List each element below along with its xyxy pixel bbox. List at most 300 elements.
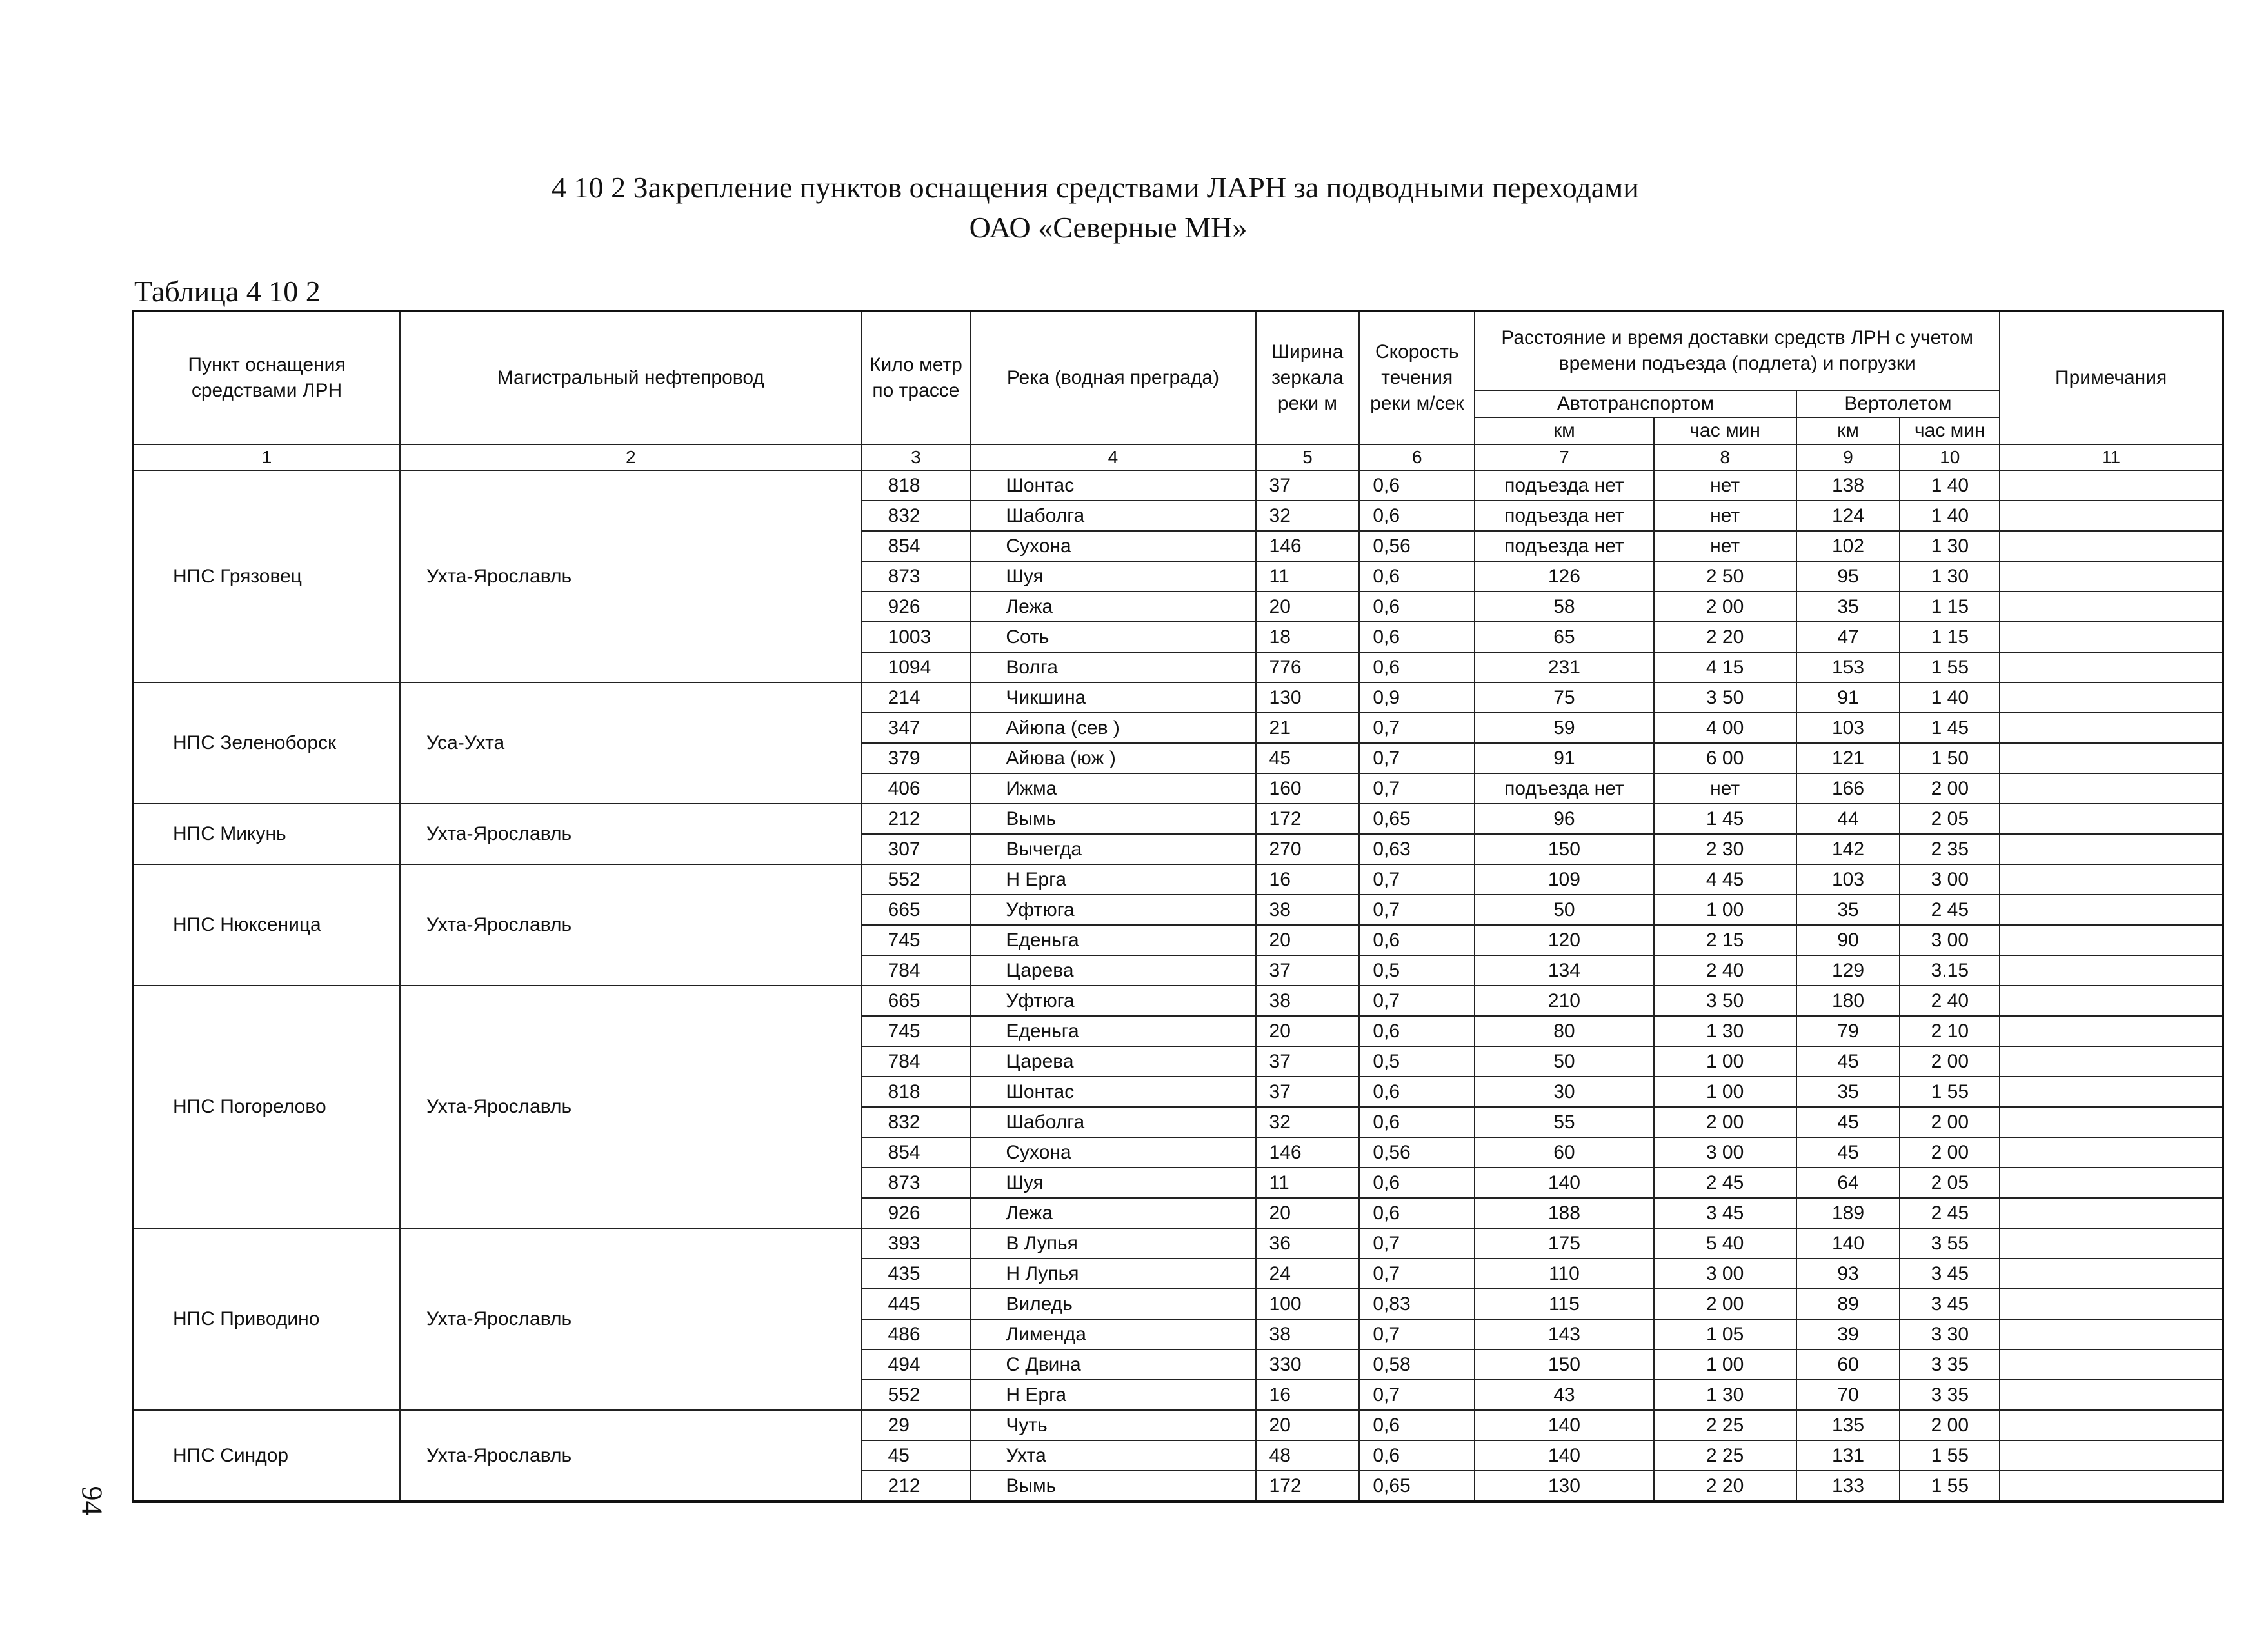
cell-speed: 0,9 — [1359, 682, 1475, 713]
cell-heli-time: 2 00 — [1900, 1107, 2000, 1137]
cell-speed: 0,6 — [1359, 1016, 1475, 1046]
column-number: 5 — [1256, 444, 1360, 470]
cell-km: 29 — [862, 1410, 971, 1440]
cell-width: 18 — [1256, 622, 1360, 652]
cell-speed: 0,65 — [1359, 804, 1475, 834]
pipeline-name: Ухта-Ярославль — [400, 1228, 862, 1410]
cell-km: 379 — [862, 743, 971, 773]
cell-heli-time: 2 45 — [1900, 1198, 2000, 1228]
cell-heli-km: 39 — [1796, 1319, 1900, 1349]
cell-auto-time: 3 00 — [1654, 1259, 1796, 1289]
cell-auto-time: 2 00 — [1654, 1289, 1796, 1319]
cell-heli-time: 3 45 — [1900, 1289, 2000, 1319]
cell-auto-time: нет — [1654, 470, 1796, 501]
cell-auto-time: 2 50 — [1654, 561, 1796, 592]
cell-heli-km: 47 — [1796, 622, 1900, 652]
cell-auto-km: 150 — [1475, 834, 1653, 864]
cell-heli-km: 142 — [1796, 834, 1900, 864]
column-number: 7 — [1475, 444, 1653, 470]
cell-notes — [2000, 561, 2223, 592]
cell-km: 854 — [862, 1137, 971, 1168]
cell-width: 38 — [1256, 986, 1360, 1016]
cell-auto-time: нет — [1654, 501, 1796, 531]
cell-notes — [2000, 986, 2223, 1016]
cell-width: 32 — [1256, 501, 1360, 531]
cell-auto-km: 126 — [1475, 561, 1653, 592]
header-pipeline: Магистральный нефтепровод — [400, 311, 862, 444]
cell-heli-km: 102 — [1796, 531, 1900, 561]
cell-notes — [2000, 1137, 2223, 1168]
cell-km: 347 — [862, 713, 971, 743]
cell-heli-time: 1 55 — [1900, 652, 2000, 682]
cell-river: Волга — [970, 652, 1255, 682]
station-name: НПС Синдор — [133, 1410, 400, 1502]
document-subtitle: ОАО «Северные МН» — [969, 211, 1248, 244]
cell-river: Вычегда — [970, 834, 1255, 864]
cell-heli-km: 35 — [1796, 1077, 1900, 1107]
cell-heli-km: 35 — [1796, 592, 1900, 622]
cell-auto-time: 2 30 — [1654, 834, 1796, 864]
cell-speed: 0,7 — [1359, 1380, 1475, 1410]
cell-notes — [2000, 1046, 2223, 1077]
cell-auto-km: 115 — [1475, 1289, 1653, 1319]
table-row — [133, 682, 2223, 713]
cell-speed: 0,6 — [1359, 652, 1475, 682]
header-auto-km: км — [1475, 417, 1653, 444]
cell-heli-time: 1 55 — [1900, 1471, 2000, 1502]
cell-river: Лежа — [970, 592, 1255, 622]
cell-auto-km: 43 — [1475, 1380, 1653, 1410]
cell-auto-km: 130 — [1475, 1471, 1653, 1502]
cell-notes — [2000, 1349, 2223, 1380]
cell-river: Айюва (юж ) — [970, 743, 1255, 773]
cell-notes — [2000, 743, 2223, 773]
cell-heli-time: 1 30 — [1900, 561, 2000, 592]
cell-notes — [2000, 1289, 2223, 1319]
cell-speed: 0,7 — [1359, 773, 1475, 804]
cell-width: 20 — [1256, 592, 1360, 622]
table-row — [133, 1228, 2223, 1259]
cell-auto-km: 60 — [1475, 1137, 1653, 1168]
cell-heli-km: 44 — [1796, 804, 1900, 834]
cell-auto-km: 188 — [1475, 1198, 1653, 1228]
cell-auto-km: 140 — [1475, 1168, 1653, 1198]
cell-heli-time: 2 00 — [1900, 1046, 2000, 1077]
cell-notes — [2000, 1259, 2223, 1289]
cell-width: 37 — [1256, 955, 1360, 986]
header-notes: Примечания — [2000, 311, 2223, 444]
cell-speed: 0,6 — [1359, 470, 1475, 501]
cell-heli-km: 93 — [1796, 1259, 1900, 1289]
cell-auto-time: 1 00 — [1654, 1349, 1796, 1380]
cell-notes — [2000, 713, 2223, 743]
column-number: 3 — [862, 444, 971, 470]
cell-heli-km: 138 — [1796, 470, 1900, 501]
cell-speed: 0,7 — [1359, 743, 1475, 773]
cell-auto-km: 175 — [1475, 1228, 1653, 1259]
cell-notes — [2000, 1198, 2223, 1228]
cell-auto-time: 4 45 — [1654, 864, 1796, 895]
header-heli-time: час мин — [1900, 417, 2000, 444]
cell-km: 393 — [862, 1228, 971, 1259]
cell-heli-km: 153 — [1796, 652, 1900, 682]
cell-width: 37 — [1256, 1077, 1360, 1107]
cell-speed: 0,7 — [1359, 1319, 1475, 1349]
cell-auto-km: 140 — [1475, 1410, 1653, 1440]
cell-river: Еденьга — [970, 1016, 1255, 1046]
cell-auto-time: 1 00 — [1654, 1077, 1796, 1107]
cell-speed: 0,6 — [1359, 561, 1475, 592]
column-number: 10 — [1900, 444, 2000, 470]
cell-auto-km: 109 — [1475, 864, 1653, 895]
cell-river: Уфтюга — [970, 986, 1255, 1016]
river-crossings-table — [132, 310, 2224, 1503]
cell-river: Царева — [970, 955, 1255, 986]
cell-km: 784 — [862, 1046, 971, 1077]
cell-river: В Лупья — [970, 1228, 1255, 1259]
header-heli-km: км — [1796, 417, 1900, 444]
column-number: 2 — [400, 444, 862, 470]
cell-heli-km: 60 — [1796, 1349, 1900, 1380]
cell-auto-time: 2 45 — [1654, 1168, 1796, 1198]
cell-notes — [2000, 1107, 2223, 1137]
cell-heli-time: 1 55 — [1900, 1440, 2000, 1471]
cell-heli-km: 91 — [1796, 682, 1900, 713]
cell-speed: 0,7 — [1359, 864, 1475, 895]
cell-width: 20 — [1256, 1198, 1360, 1228]
cell-notes — [2000, 531, 2223, 561]
cell-heli-km: 103 — [1796, 713, 1900, 743]
cell-auto-time: 1 45 — [1654, 804, 1796, 834]
cell-heli-time: 2 45 — [1900, 895, 2000, 925]
cell-notes — [2000, 1228, 2223, 1259]
cell-auto-time: 3 00 — [1654, 1137, 1796, 1168]
cell-km: 486 — [862, 1319, 971, 1349]
table-row — [133, 1410, 2223, 1440]
document-title: 4 10 2 Закрепление пунктов оснащения средствами ЛАРН за подводными переходами — [552, 171, 1639, 204]
cell-km: 926 — [862, 592, 971, 622]
cell-river: Шаболга — [970, 1107, 1255, 1137]
cell-river: Еденьга — [970, 925, 1255, 955]
cell-heli-time: 3.15 — [1900, 955, 2000, 986]
cell-heli-time: 2 00 — [1900, 773, 2000, 804]
cell-speed: 0,6 — [1359, 592, 1475, 622]
cell-notes — [2000, 1471, 2223, 1502]
cell-heli-km: 90 — [1796, 925, 1900, 955]
header-distance: Расстояние и время доставки средств ЛРН с учетом времени подъезда (подлета) и погрузки — [1475, 311, 2000, 390]
cell-heli-time: 1 15 — [1900, 622, 2000, 652]
cell-notes — [2000, 1168, 2223, 1198]
cell-auto-km: подъезда нет — [1475, 773, 1653, 804]
column-number: 9 — [1796, 444, 1900, 470]
cell-speed: 0,6 — [1359, 1198, 1475, 1228]
cell-auto-time: 2 00 — [1654, 1107, 1796, 1137]
cell-notes — [2000, 804, 2223, 834]
cell-km: 445 — [862, 1289, 971, 1319]
cell-heli-time: 3 35 — [1900, 1380, 2000, 1410]
cell-notes — [2000, 925, 2223, 955]
cell-heli-time: 3 55 — [1900, 1228, 2000, 1259]
cell-river: Н Ерга — [970, 864, 1255, 895]
cell-heli-km: 45 — [1796, 1046, 1900, 1077]
cell-notes — [2000, 622, 2223, 652]
column-number: 6 — [1359, 444, 1475, 470]
cell-width: 776 — [1256, 652, 1360, 682]
cell-speed: 0,7 — [1359, 1228, 1475, 1259]
cell-heli-time: 1 15 — [1900, 592, 2000, 622]
cell-auto-km: 110 — [1475, 1259, 1653, 1289]
station-name: НПС Зеленоборск — [133, 682, 400, 804]
column-number: 11 — [2000, 444, 2223, 470]
cell-notes — [2000, 773, 2223, 804]
cell-notes — [2000, 1319, 2223, 1349]
cell-notes — [2000, 652, 2223, 682]
cell-speed: 0,6 — [1359, 925, 1475, 955]
cell-heli-time: 2 35 — [1900, 834, 2000, 864]
cell-auto-time: 1 30 — [1654, 1016, 1796, 1046]
header-river: Река (водная преграда) — [970, 311, 1255, 444]
cell-width: 37 — [1256, 470, 1360, 501]
cell-auto-time: 1 05 — [1654, 1319, 1796, 1349]
cell-km: 552 — [862, 864, 971, 895]
header-auto-time: час мин — [1654, 417, 1796, 444]
cell-notes — [2000, 955, 2223, 986]
cell-heli-km: 121 — [1796, 743, 1900, 773]
cell-heli-time: 2 05 — [1900, 804, 2000, 834]
cell-river: Н Ерга — [970, 1380, 1255, 1410]
cell-river: Шонтас — [970, 1077, 1255, 1107]
cell-auto-time: нет — [1654, 531, 1796, 561]
cell-auto-time: 1 00 — [1654, 1046, 1796, 1077]
cell-speed: 0,7 — [1359, 895, 1475, 925]
cell-heli-time: 1 50 — [1900, 743, 2000, 773]
cell-auto-km: 59 — [1475, 713, 1653, 743]
cell-heli-time: 3 00 — [1900, 864, 2000, 895]
cell-heli-time: 3 00 — [1900, 925, 2000, 955]
column-number: 1 — [133, 444, 400, 470]
column-number: 4 — [970, 444, 1255, 470]
cell-heli-km: 189 — [1796, 1198, 1900, 1228]
cell-km: 214 — [862, 682, 971, 713]
cell-notes — [2000, 834, 2223, 864]
cell-heli-time: 3 35 — [1900, 1349, 2000, 1380]
cell-width: 38 — [1256, 895, 1360, 925]
cell-speed: 0,6 — [1359, 1440, 1475, 1471]
cell-width: 172 — [1256, 1471, 1360, 1502]
cell-heli-km: 124 — [1796, 501, 1900, 531]
cell-width: 330 — [1256, 1349, 1360, 1380]
cell-speed: 0,6 — [1359, 1107, 1475, 1137]
cell-heli-km: 95 — [1796, 561, 1900, 592]
pipeline-name: Ухта-Ярославль — [400, 470, 862, 682]
cell-auto-km: 50 — [1475, 895, 1653, 925]
cell-auto-time: 2 25 — [1654, 1410, 1796, 1440]
cell-auto-km: подъезда нет — [1475, 501, 1653, 531]
header-speed: Скорость течения реки м/сек — [1359, 311, 1475, 444]
cell-speed: 0,7 — [1359, 1259, 1475, 1289]
cell-river: Ижма — [970, 773, 1255, 804]
cell-width: 11 — [1256, 1168, 1360, 1198]
station-name: НПС Нюксеница — [133, 864, 400, 986]
cell-km: 745 — [862, 1016, 971, 1046]
cell-width: 24 — [1256, 1259, 1360, 1289]
cell-auto-time: 5 40 — [1654, 1228, 1796, 1259]
cell-speed: 0,7 — [1359, 986, 1475, 1016]
cell-speed: 0,83 — [1359, 1289, 1475, 1319]
cell-heli-km: 45 — [1796, 1137, 1900, 1168]
cell-width: 146 — [1256, 531, 1360, 561]
cell-heli-km: 166 — [1796, 773, 1900, 804]
cell-width: 130 — [1256, 682, 1360, 713]
cell-speed: 0,63 — [1359, 834, 1475, 864]
station-name: НПС Приводино — [133, 1228, 400, 1410]
cell-river: Вымь — [970, 804, 1255, 834]
cell-km: 873 — [862, 561, 971, 592]
cell-river: Шонтас — [970, 470, 1255, 501]
cell-width: 38 — [1256, 1319, 1360, 1349]
header-heli: Вертолетом — [1796, 390, 2000, 417]
cell-km: 784 — [862, 955, 971, 986]
cell-auto-time: 2 25 — [1654, 1440, 1796, 1471]
cell-heli-km: 64 — [1796, 1168, 1900, 1198]
cell-heli-km: 35 — [1796, 895, 1900, 925]
cell-auto-km: 65 — [1475, 622, 1653, 652]
cell-auto-time: 1 00 — [1654, 895, 1796, 925]
cell-river: Вымь — [970, 1471, 1255, 1502]
cell-auto-km: подъезда нет — [1475, 531, 1653, 561]
cell-km: 45 — [862, 1440, 971, 1471]
cell-width: 172 — [1256, 804, 1360, 834]
cell-auto-km: 120 — [1475, 925, 1653, 955]
cell-width: 48 — [1256, 1440, 1360, 1471]
pipeline-name: Ухта-Ярославль — [400, 864, 862, 986]
cell-auto-km: 30 — [1475, 1077, 1653, 1107]
table-row — [133, 470, 2223, 501]
cell-auto-time: 4 00 — [1654, 713, 1796, 743]
cell-speed: 0,7 — [1359, 713, 1475, 743]
cell-notes — [2000, 682, 2223, 713]
cell-km: 832 — [862, 501, 971, 531]
cell-river: Ухта — [970, 1440, 1255, 1471]
header-width: Ширина зеркала реки м — [1256, 311, 1360, 444]
cell-km: 818 — [862, 1077, 971, 1107]
cell-km: 665 — [862, 986, 971, 1016]
cell-heli-time: 1 30 — [1900, 531, 2000, 561]
cell-auto-time: 1 30 — [1654, 1380, 1796, 1410]
cell-km: 832 — [862, 1107, 971, 1137]
table-row — [133, 804, 2223, 834]
cell-notes — [2000, 470, 2223, 501]
cell-heli-km: 79 — [1796, 1016, 1900, 1046]
cell-auto-km: 55 — [1475, 1107, 1653, 1137]
cell-auto-time: 2 40 — [1654, 955, 1796, 986]
cell-heli-time: 2 00 — [1900, 1137, 2000, 1168]
cell-auto-time: 2 00 — [1654, 592, 1796, 622]
cell-km: 552 — [862, 1380, 971, 1410]
cell-speed: 0,6 — [1359, 1410, 1475, 1440]
cell-auto-km: 231 — [1475, 652, 1653, 682]
cell-notes — [2000, 1077, 2223, 1107]
cell-km: 854 — [862, 531, 971, 561]
cell-auto-km: 140 — [1475, 1440, 1653, 1471]
cell-width: 16 — [1256, 1380, 1360, 1410]
cell-speed: 0,5 — [1359, 1046, 1475, 1077]
cell-auto-km: 210 — [1475, 986, 1653, 1016]
cell-km: 873 — [862, 1168, 971, 1198]
cell-km: 665 — [862, 895, 971, 925]
cell-width: 45 — [1256, 743, 1360, 773]
station-name: НПС Микунь — [133, 804, 400, 864]
cell-heli-time: 2 40 — [1900, 986, 2000, 1016]
cell-speed: 0,65 — [1359, 1471, 1475, 1502]
pipeline-name: Ухта-Ярославль — [400, 986, 862, 1228]
cell-river: Айюпа (сев ) — [970, 713, 1255, 743]
cell-heli-time: 3 30 — [1900, 1319, 2000, 1349]
cell-km: 818 — [862, 470, 971, 501]
cell-auto-time: 3 50 — [1654, 682, 1796, 713]
cell-heli-km: 135 — [1796, 1410, 1900, 1440]
cell-heli-time: 1 55 — [1900, 1077, 2000, 1107]
column-number: 8 — [1654, 444, 1796, 470]
cell-auto-km: 75 — [1475, 682, 1653, 713]
cell-heli-km: 89 — [1796, 1289, 1900, 1319]
cell-heli-km: 140 — [1796, 1228, 1900, 1259]
station-name: НПС Погорелово — [133, 986, 400, 1228]
cell-river: Чуть — [970, 1410, 1255, 1440]
cell-heli-km: 131 — [1796, 1440, 1900, 1471]
cell-notes — [2000, 1380, 2223, 1410]
cell-notes — [2000, 501, 2223, 531]
cell-heli-time: 1 45 — [1900, 713, 2000, 743]
table-row — [133, 864, 2223, 895]
cell-km: 494 — [862, 1349, 971, 1380]
pipeline-name: Уса-Ухта — [400, 682, 862, 804]
cell-auto-km: 58 — [1475, 592, 1653, 622]
cell-km: 212 — [862, 1471, 971, 1502]
cell-width: 146 — [1256, 1137, 1360, 1168]
cell-width: 20 — [1256, 925, 1360, 955]
cell-heli-km: 45 — [1796, 1107, 1900, 1137]
cell-river: Лименда — [970, 1319, 1255, 1349]
cell-heli-time: 1 40 — [1900, 470, 2000, 501]
cell-km: 307 — [862, 834, 971, 864]
cell-river: Сухона — [970, 531, 1255, 561]
cell-heli-time: 1 40 — [1900, 501, 2000, 531]
table-body — [133, 444, 2223, 1502]
cell-width: 37 — [1256, 1046, 1360, 1077]
header-km: Кило метр по трассе — [862, 311, 971, 444]
page-number: 94 — [75, 1486, 109, 1516]
cell-river: Шуя — [970, 1168, 1255, 1198]
cell-river: Соть — [970, 622, 1255, 652]
cell-heli-km: 133 — [1796, 1471, 1900, 1502]
cell-width: 16 — [1256, 864, 1360, 895]
cell-river: Н Лупья — [970, 1259, 1255, 1289]
cell-auto-time: 6 00 — [1654, 743, 1796, 773]
cell-heli-time: 2 05 — [1900, 1168, 2000, 1198]
cell-auto-km: 80 — [1475, 1016, 1653, 1046]
cell-km: 926 — [862, 1198, 971, 1228]
cell-km: 406 — [862, 773, 971, 804]
cell-width: 20 — [1256, 1016, 1360, 1046]
cell-km: 212 — [862, 804, 971, 834]
cell-speed: 0,58 — [1359, 1349, 1475, 1380]
cell-auto-time: 4 15 — [1654, 652, 1796, 682]
cell-speed: 0,56 — [1359, 531, 1475, 561]
cell-notes — [2000, 1016, 2223, 1046]
cell-width: 21 — [1256, 713, 1360, 743]
cell-width: 32 — [1256, 1107, 1360, 1137]
